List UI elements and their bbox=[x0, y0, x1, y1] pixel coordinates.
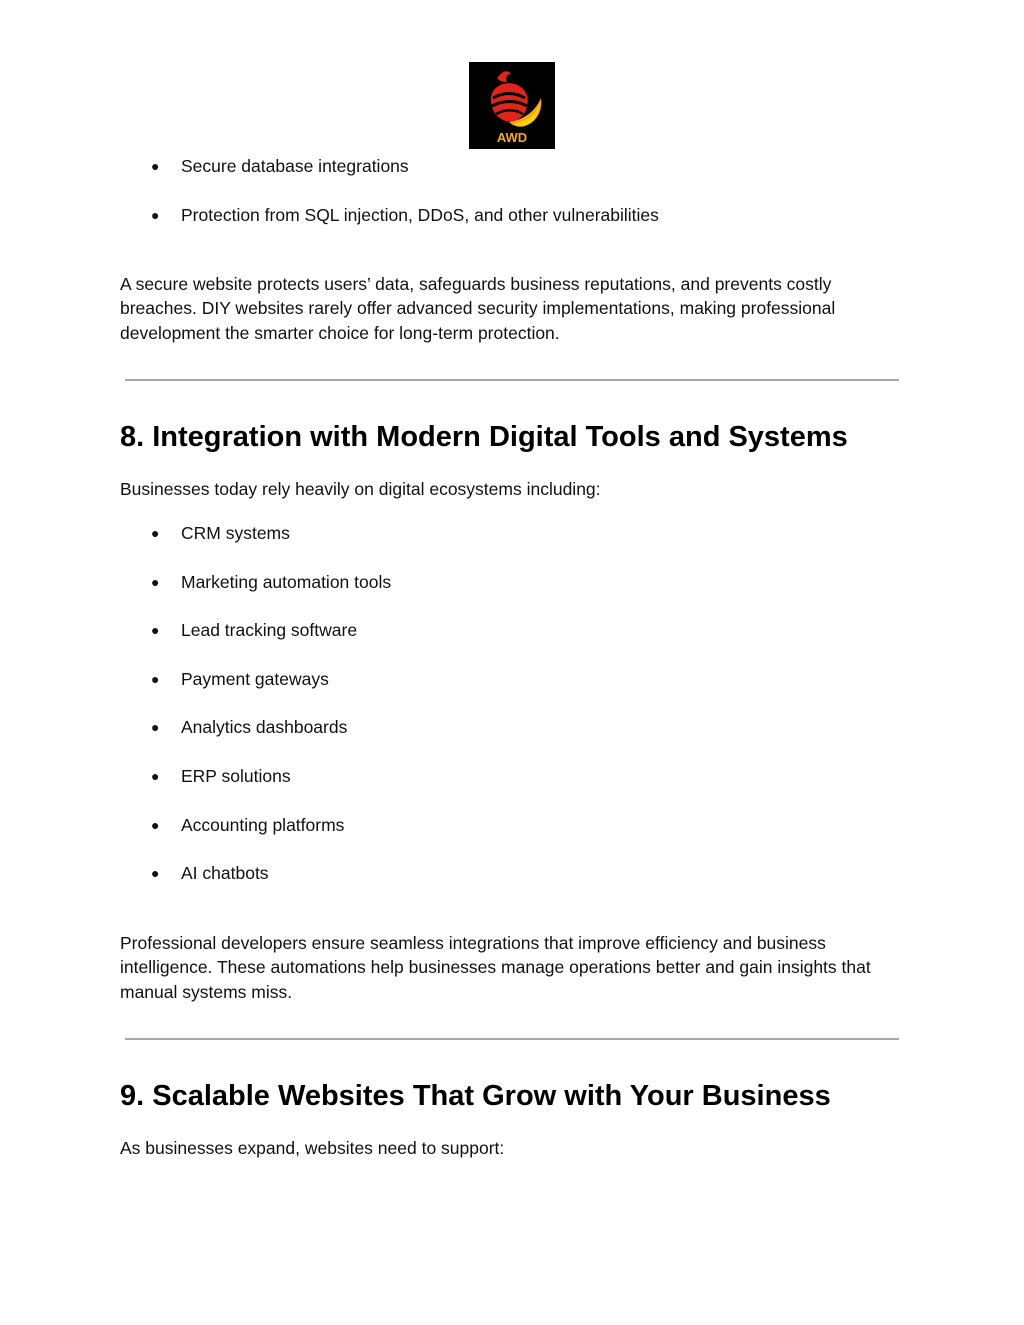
list-item bbox=[151, 862, 269, 884]
bullet-icon: ● bbox=[151, 671, 160, 687]
list-item bbox=[151, 619, 357, 641]
list-item bbox=[151, 814, 344, 836]
list-item bbox=[151, 204, 659, 226]
list-item-text: Payment gateways bbox=[181, 669, 329, 689]
awd-logo bbox=[469, 62, 555, 149]
security-paragraph: A secure website protects users’ data, safeguards business reputations, and prevents costly breaches. DIY websites rarely offer advanced security implementations, making professional development the smarter choice for long-term protection. bbox=[120, 274, 836, 343]
section-divider bbox=[125, 379, 899, 381]
list-item bbox=[151, 765, 291, 787]
bullet-icon: ● bbox=[151, 158, 160, 174]
list-item bbox=[151, 668, 329, 690]
list-item-text: AI chatbots bbox=[181, 863, 269, 883]
list-item-text: Secure database integrations bbox=[181, 156, 409, 176]
bullet-icon: ● bbox=[151, 719, 160, 735]
section-8-intro: Businesses today rely heavily on digital ecosystems including: bbox=[120, 479, 601, 499]
bullet-icon: ● bbox=[151, 768, 160, 784]
list-item-text: Lead tracking software bbox=[181, 620, 358, 640]
list-item-text: Protection from SQL injection, DDoS, and other vulnerabilities bbox=[181, 205, 659, 225]
list-item-text: CRM systems bbox=[181, 523, 290, 543]
section-divider bbox=[125, 1038, 899, 1040]
section-9-heading: 9. Scalable Websites That Grow with Your Business bbox=[120, 1080, 831, 1112]
list-item-text: Accounting platforms bbox=[181, 815, 345, 835]
awd-logo-text: AWD bbox=[496, 130, 528, 145]
section-9-intro: As businesses expand, websites need to support: bbox=[120, 1138, 505, 1158]
bullet-icon: ● bbox=[151, 817, 160, 833]
list-item-text: Marketing automation tools bbox=[181, 572, 392, 592]
bullet-icon: ● bbox=[151, 525, 160, 541]
section-8-closing: Professional developers ensure seamless integrations that improve efficiency and business intelligence. These automations help businesses manage operations better and gain insights that manual systems miss. bbox=[120, 933, 871, 1002]
list-item-text: Analytics dashboards bbox=[181, 717, 348, 737]
section-8-heading: 8. Integration with Modern Digital Tools and Systems bbox=[120, 421, 848, 453]
list-item bbox=[151, 522, 290, 544]
list-item bbox=[151, 155, 409, 177]
bullet-icon: ● bbox=[151, 865, 160, 881]
list-item bbox=[151, 716, 347, 738]
bullet-icon: ● bbox=[151, 574, 160, 590]
bullet-icon: ● bbox=[151, 622, 160, 638]
list-item-text: ERP solutions bbox=[181, 766, 291, 786]
bullet-icon: ● bbox=[151, 207, 160, 223]
awd-logo-mark bbox=[469, 62, 555, 149]
list-item bbox=[151, 571, 391, 593]
